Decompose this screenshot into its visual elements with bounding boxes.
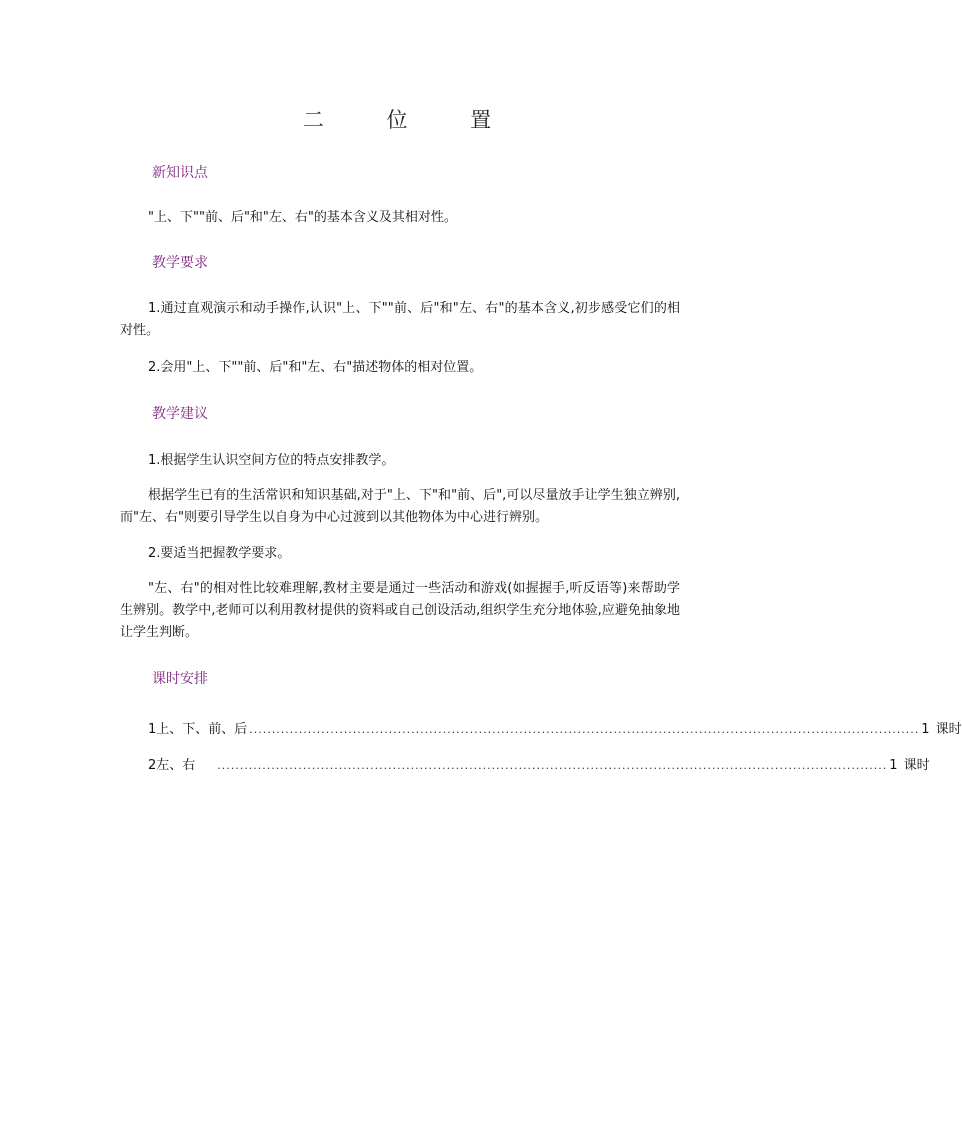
schedule-row: [148, 718, 962, 737]
schedule-row-count: 1: [889, 758, 898, 773]
suggestion-point-1: 1.根据学生认识空间方位的特点安排教学。: [148, 453, 395, 468]
page-title: 二 位 置: [302, 108, 520, 132]
dot-leader: .....................................................................................................................................................: [249, 723, 920, 736]
section-heading-schedule: 课时安排: [152, 671, 208, 687]
schedule-row-number: 2: [148, 758, 157, 773]
schedule-row-unit: 课时: [903, 758, 930, 773]
section-heading-new-knowledge: 新知识点: [152, 165, 208, 181]
suggestion-point-2: 2.要适当把握教学要求。: [148, 546, 291, 561]
section-heading-suggestions: 教学建议: [152, 406, 208, 422]
section-heading-requirements: 教学要求: [152, 255, 208, 271]
new-knowledge-text: "上、下""前、后"和"左、右"的基本含义及其相对性。: [148, 210, 457, 225]
schedule-row-unit: 课时: [935, 722, 962, 737]
requirement-item-1: 1.通过直观演示和动手操作,认识"上、下""前、后"和"左、右"的基本含义,初步感受它们的相对性。: [120, 301, 680, 338]
suggestion-paragraph-1: 根据学生已有的生活常识和知识基础,对于"上、下"和"前、后",可以尽量放手让学生独立辨别,而"左、右"则要引导学生以自身为中心过渡到以其他物体为中心进行辨别。: [120, 488, 680, 525]
suggestion-paragraph-2: "左、右"的相对性比较难理解,教材主要是通过一些活动和游戏(如握握手,听反语等)来帮助学生辨别。教学中,老师可以利用教材提供的资料或自己创设活动,组织学生充分地体验,应避免抽象地让学生判断。: [120, 581, 680, 640]
schedule-row-title: 左、右: [156, 758, 196, 773]
requirement-item-2: 2.会用"上、下""前、后"和"左、右"描述物体的相对位置。: [148, 360, 483, 375]
schedule-row-title: 上、下、前、后: [156, 722, 248, 737]
dot-leader: .....................................................................................................................................................: [217, 759, 888, 772]
schedule-row-count: 1: [921, 722, 930, 737]
schedule-row-number: 1: [148, 722, 157, 737]
schedule-row: [148, 754, 930, 773]
